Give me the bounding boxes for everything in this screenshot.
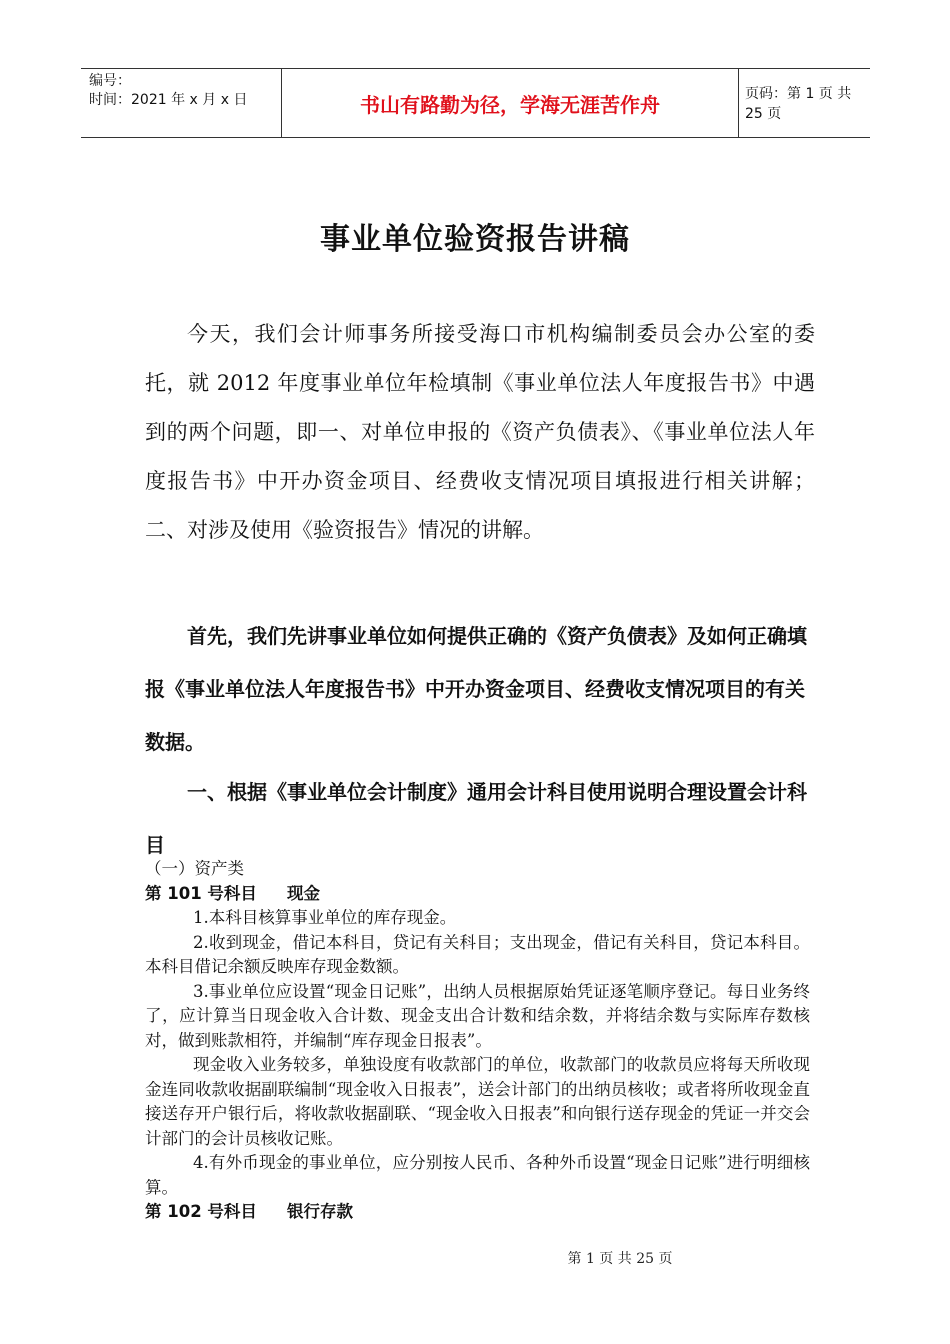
item-3-continued: 现金收入业务较多，单独设度有收款部门的单位，收款部门的收款员应将每天所收现金连同收款收据副联编制“现金收入日报表”，送会计部门的出纳员核收；或者将所收现金直接送存开户银行后，将收款收据副联、“现金收入日报表”和向银行送存现金的凭证一并交会计部门的会计员核收记账。: [145, 1055, 810, 1148]
first-bold-paragraph: 首先，我们先讲事业单位如何提供正确的《资产负债表》及如何正确填报《事业单位法人年度报告书》中开办资金项目、经费收支情况项目的有关数据。: [145, 624, 807, 754]
time-label: 时间：2021 年 x 月 x 日: [89, 92, 248, 108]
subject-102-heading: [145, 1200, 810, 1225]
item-4: 4.有外币现金的事业单位，应分别按人民币、各种外币设置“现金日记账”进行明细核算。: [145, 1153, 810, 1197]
document-header: [81, 68, 870, 138]
subject-102-name: 银行存款: [286, 1202, 353, 1221]
header-meta: [81, 69, 281, 137]
document-title: 事业单位验资报告讲稿: [320, 222, 630, 257]
body-text: [145, 857, 810, 1225]
subject-101-code: 第 101 号科目: [145, 883, 257, 903]
section-heading: 一、根据《事业单位会计制度》通用会计科目使用说明合理设置会计科目: [145, 780, 807, 857]
subject-101-heading: [145, 882, 810, 907]
category-heading: （一）资产类: [145, 859, 244, 878]
item-3: 3.事业单位应设置“现金日记账”，出纳人员根据原始凭证逐笔顺序登记。每日业务终了，应计算当日现金收入合计数、现金支出合计数和结余数，并将结余数与实际库存数核对，做到账款相符，并编制“库存现金日报表”。: [145, 981, 810, 1050]
intro-paragraph: 今天，我们会计师事务所接受海口市机构编制委员会办公室的委托，就 2012 年度事业单位年检填制《事业单位法人年度报告书》中遇到的两个问题，即一、对单位申报的《资产负债表》、《事业单位法人年度报告书》中开办资金项目、经费收支情况项目填报进行相关讲解；二、对涉及使用《验资报告》情况的讲解。: [145, 322, 815, 542]
item-2: 2.收到现金，借记本科目，贷记有关科目；支出现金，借记有关科目，贷记本科目。本科目借记余额反映库存现金数额。: [145, 932, 810, 976]
subject-101-name: 现金: [286, 883, 320, 903]
header-motto: 书山有路勤为径，学海无涯苦作舟: [281, 69, 739, 137]
header-page-info: 页码：第 1 页 共 25 页: [745, 86, 852, 122]
subject-102-code: 第 102 号科目: [145, 1202, 257, 1221]
item-1: 1.本科目核算事业单位的库存现金。: [193, 908, 457, 927]
number-label: 编号：: [89, 73, 131, 89]
page-footer: 第 1 页 共 25 页: [567, 1251, 673, 1267]
